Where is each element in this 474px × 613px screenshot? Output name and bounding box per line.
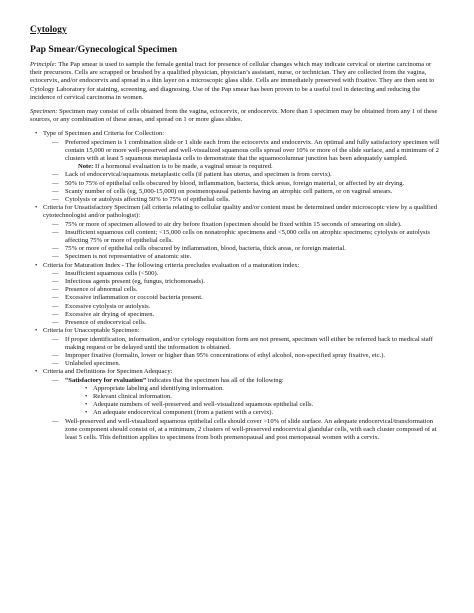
list-item: — 50% to 75% of epithelial cells obscured by blood, inflammation, bacteria, thick areas, foreign material, or affected by air drying. [52, 180, 444, 188]
item-text: indicates that the specimen has all of the following: [147, 376, 284, 384]
specimen-text: Specimen may consist of cells obtained from the vagina, ectocervix, or endocervix. More than 1 specimen may be obtained from any 1 of these sources, or any combination of these areas, and spread on 1 or more glass slides. [30, 108, 438, 124]
list-item: — Excessive air drying of specimen. [52, 311, 444, 319]
note-label: Note: [78, 163, 94, 171]
section-title: Criteria for Unsatisfactory Specimen (all criteria relating to cellular quality and/or content must be determined under microscopic view by a qualified cytotechnologist and/or pathologist): [43, 204, 438, 220]
section-maturation [35, 262, 444, 328]
section-unacceptable [35, 327, 444, 368]
list-item: — If proper identification, information, and/or cytology requisition form are not present, specimen will either be referred back to medical staff making request or be delayed until the information is obtained. [52, 336, 444, 352]
section-unsatisfactory [35, 204, 444, 261]
sub-list [43, 270, 444, 327]
principle-paragraph [30, 61, 444, 102]
sub-list [43, 139, 444, 205]
section-title: Type of Specimen and Criteria for Collection: [43, 130, 165, 138]
list-item [52, 139, 444, 172]
list-item: — Excessive inflammation or coccoid bacteria present. [52, 294, 444, 302]
list-item: — Presence of endocervical cells. [52, 319, 444, 327]
nested-item: • Adequate numbers of well-preserved and well-visualized squamous epithelial cells. [85, 401, 444, 409]
list-item: — Scanty number of cells (eg, 5,000-15,000) on postmenopausal patients having an atrophic cell pattern, or on vaginal smears. [52, 188, 444, 196]
list-item: — Infectious agents present (eg, fungus, trichomonads). [52, 278, 444, 286]
list-item: — Well-preserved and well-visualized squamous epithelial cells should cover >10% of slide surface. An adequate endocervical/transformation zone component should consist of, at a minimum, 2 clusters of well-preserved endocervical glandular cells, with each cluster composed of at least 5 cells. This definition applies to specimens from both premenopausal and post menopausal women with a cervix. [52, 418, 444, 443]
section-title: Criteria and Definitions for Specimen Adequacy: [43, 368, 173, 376]
document-title: Cytology [30, 24, 67, 35]
list-item: — Presence of abnormal cells. [52, 286, 444, 294]
sub-list [43, 221, 444, 262]
principle-label: Principle: [30, 61, 57, 68]
nested-item: • Appropriate labeling and identifying information. [85, 385, 444, 393]
sub-list [43, 336, 444, 369]
list-item [52, 377, 444, 418]
principle-text: The Pap smear is used to sample the female genital tract for presence of cellular changes which may indicate cervical or uterine carcinoma or their precursors. Cells are scrapped or brushed by a qualified physician, physician’s assistant, nurse, or technician. They are collected from the vagina, ectocervix, and/or endocervix and spread in a thin layer on a microscopic glass slide. Cells are immediately preserved with fixative. They are then sent to Cytology Laboratory for staining, screening, and diagnosing. Use of the Pap smear has been proven to be a useful tool in detecting and reducing the incidence of cervical carcinoma in women. [30, 61, 435, 101]
section-title: Criteria for Maturation Index - The following criteria precludes evaluation of a maturation index: [43, 261, 300, 269]
list-item: — Lack of endocervical/squamous metaplastic cells (if patient has uterus, and specimen is from cervix). [52, 171, 444, 179]
section-adequacy [35, 368, 444, 442]
nested-list [65, 385, 444, 418]
document-subtitle: Pap Smear/Gynecological Specimen [30, 44, 178, 55]
list-item: — 75% or more of epithelial cells obscured by inflammation, blood, bacteria, thick areas, or foreign material. [52, 245, 444, 253]
item-text: Preferred specimen is 1 combination slide or 1 slide each from the ectocervix and endocervix. An optimal and fully satisfactory specimen will contain 15,000 or more well-preserved and well-visualized squamous cells spread over 10% or more of the slide surface, and a minimum of 2 clusters with at least 5 squamous metaplasia cells to demonstrate that the squamocolumnar junction has been adequately sampled. [65, 138, 440, 163]
list-item: — Cytolysis or autolysis affecting 50% to 75% of epithelial cells. [52, 196, 444, 204]
list-item: — Insufficient squamous cell content; <15,000 cells on nonatrophic specimens and <5,000 cells on atrophic specimens; cytolysis or autolysis affecting 75% or more of epithelial cells. [52, 229, 444, 245]
list-item: — Unlabeled specimen. [52, 360, 444, 368]
section-title: Criteria for Unacceptable Specimen: [43, 327, 140, 335]
list-item: — Insufficient squamous cells (<500). [52, 270, 444, 278]
list-item: — Specimen is not representative of anatomic site. [52, 253, 444, 261]
section-collection [35, 130, 444, 204]
list-item: — 75% or more of specimen allowed to air dry before fixation (specimen should be fixed within 15 seconds of smearing on slide). [52, 221, 444, 229]
note [65, 163, 444, 171]
list-item: — Improper fixative (formalin, lower or higher than 95% concentrations of ethyl alcohol, non-specified spray fixative, etc.). [52, 352, 444, 360]
list-item: — Excessive cytolysis or autolysis. [52, 303, 444, 311]
nested-item: • Relevant clinical information. [85, 393, 444, 401]
specimen-paragraph [30, 108, 444, 124]
criteria-list [30, 130, 444, 442]
nested-item: • An adequate endocervical component (from a patient with a cervix). [85, 409, 444, 417]
note-text: If a hormonal evaluation is to be made, a vaginal smear is required. [95, 163, 273, 171]
sub-list [43, 377, 444, 443]
specimen-label: Specimen: [30, 108, 58, 116]
satisfactory-term: “Satisfactory for evaluation” [65, 376, 147, 384]
